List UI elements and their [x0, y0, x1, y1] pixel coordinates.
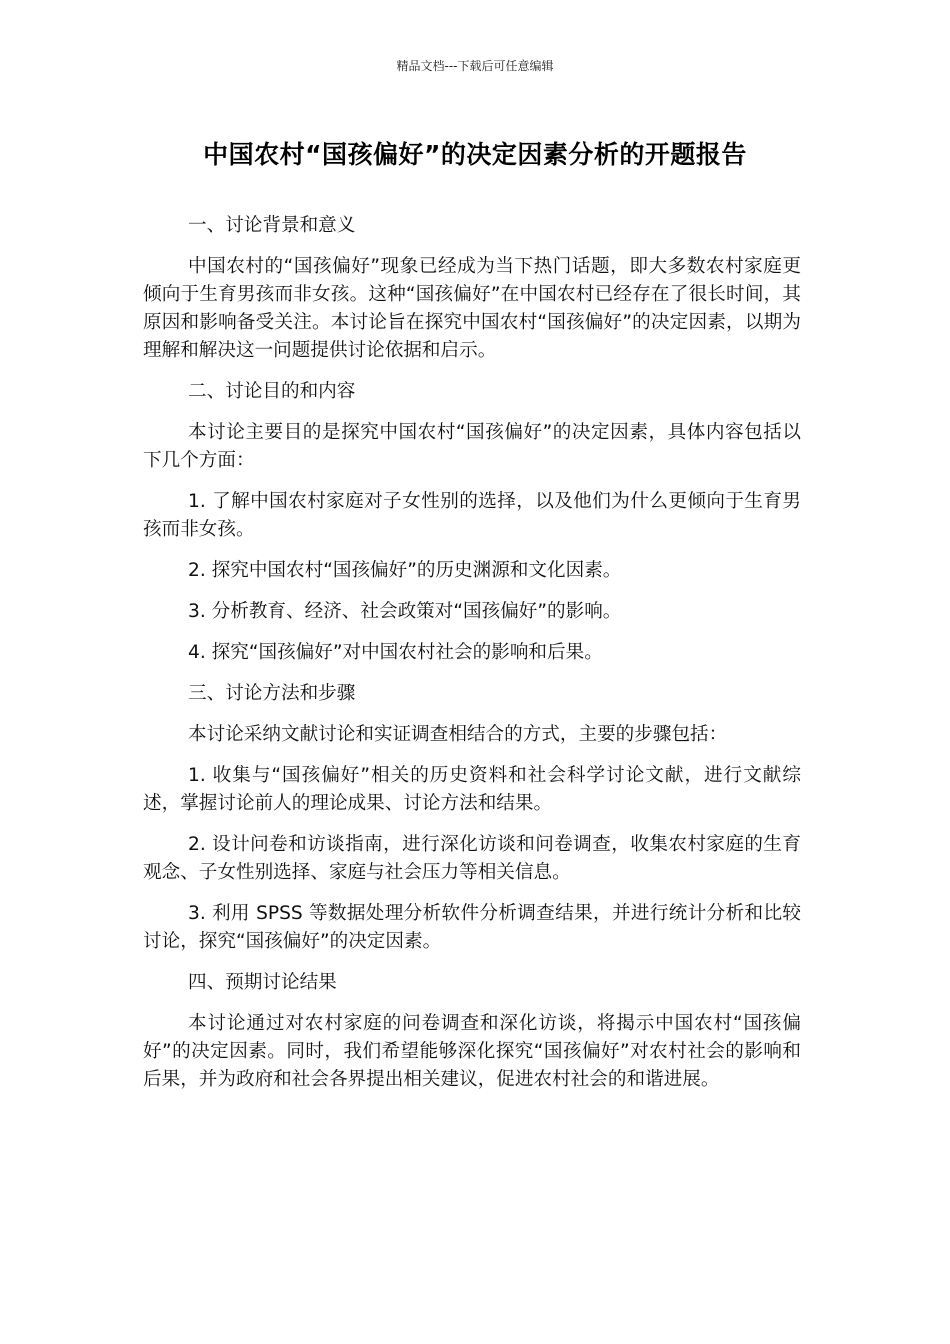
header-note: 精品文档---下载后可任意编辑: [396, 59, 554, 73]
body-paragraph: 本讨论主要目的是探究中国农村“国孩偏好”的决定因素，具体内容包括以下几个方面：: [143, 422, 801, 471]
section-heading: 四、预期讨论结果: [188, 972, 337, 993]
section-expected-results: [143, 969, 801, 1094]
section-heading: 一、讨论背景和意义: [188, 215, 356, 236]
body-paragraph: 中国农村的“国孩偏好”现象已经成为当下热门话题，即大多数农村家庭更倾向于生育男孩而非女孩。这种“国孩偏好”在中国农村已经存在了很长时间，其原因和影响备受关注。本讨论旨在探究中国农村“国孩偏好”的决定因素，以期为理解和解决这一问题提供讨论依据和启示。: [143, 256, 801, 361]
section-heading: 二、讨论目的和内容: [188, 381, 356, 402]
list-item: 2. 探究中国农村“国孩偏好”的历史渊源和文化因素。: [188, 560, 622, 581]
list-item: 4. 探究“国孩偏好”对中国农村社会的影响和后果。: [188, 642, 603, 663]
list-item: 1. 收集与“国孩偏好”相关的历史资料和社会科学讨论文献，进行文献综述，掌握讨论前人的理论成果、讨论方法和结果。: [143, 765, 801, 814]
body-paragraph: 本讨论采纳文献讨论和实证调查相结合的方式，主要的步骤包括：: [188, 724, 728, 745]
document-body: [143, 212, 801, 1107]
list-item: 1. 了解中国农村家庭对子女性别的选择，以及他们为什么更倾向于生育男孩而非女孩。: [143, 491, 801, 540]
document-title: 中国农村“国孩偏好”的决定因素分析的开题报告: [203, 140, 747, 169]
list-item: 3. 分析教育、经济、社会政策对“国孩偏好”的影响。: [188, 601, 622, 622]
section-heading: 三、讨论方法和步骤: [188, 683, 356, 704]
body-paragraph: 本讨论通过对农村家庭的问卷调查和深化访谈，将揭示中国农村“国孩偏好”的决定因素。同时，我们希望能够深化探究“国孩偏好”对农村社会的影响和后果，并为政府和社会各界提出相关建议，促进农村社会的和谐进展。: [143, 1013, 801, 1090]
list-item: 3. 利用 SPSS 等数据处理分析软件分析调查结果，并进行统计分析和比较讨论，探究“国孩偏好”的决定因素。: [143, 903, 801, 952]
list-item: 2. 设计问卷和访谈指南，进行深化访谈和问卷调查，收集农村家庭的生育观念、子女性别选择、家庭与社会压力等相关信息。: [143, 834, 801, 883]
section-purpose: [143, 378, 801, 667]
section-background: [143, 212, 801, 365]
section-methods: [143, 680, 801, 956]
